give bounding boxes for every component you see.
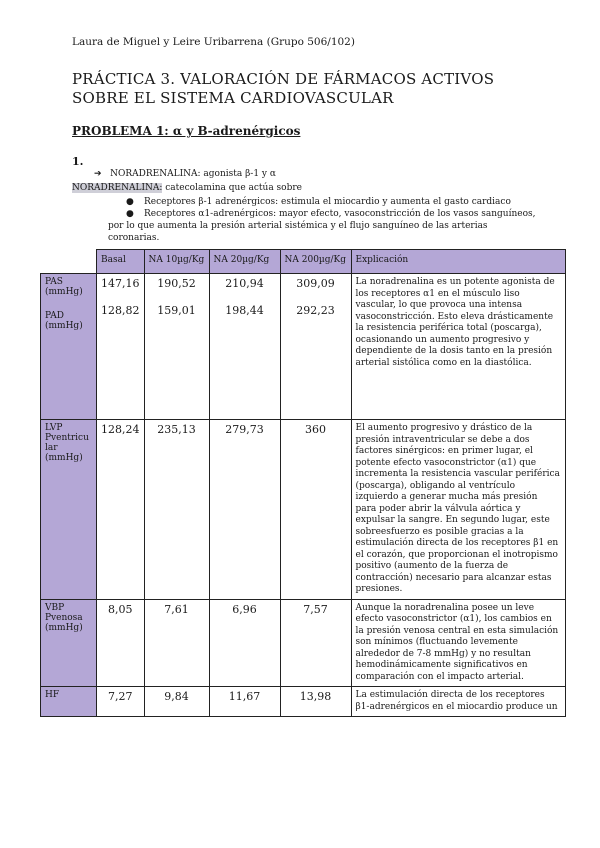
authors-line: Laura de Miguel y Leire Uribarrena (Grupo 506/102) — [72, 36, 355, 48]
column-header-explanation: Explicación — [351, 250, 565, 274]
cell-basal: 8,05 — [97, 599, 145, 687]
row-label-vbp: VBP Pvenosa (mmHg) — [41, 599, 97, 687]
definition-text: catecolamina que actúa sobre — [162, 183, 302, 193]
cell-na20: 279,73 — [209, 420, 280, 600]
table-row — [41, 599, 566, 687]
highlighted-term: NORADRENALINA: — [72, 183, 163, 193]
cell-na10: 9,84 — [144, 687, 209, 717]
column-header-na200: NA 200µg/Kg — [280, 250, 351, 274]
table-row — [41, 420, 566, 600]
list-item: ● Receptores β-1 adrenérgicos: estimula el miocardio y aumenta el gasto cardiaco — [126, 197, 511, 207]
cell-na20: 210,94 198,44 — [209, 274, 280, 420]
cell-na200: 309,09 292,23 — [280, 274, 351, 420]
arrow-item-text: NORADRENALINA: agonista β-1 y α — [110, 169, 276, 179]
cell-na10: 235,13 — [144, 420, 209, 600]
cell-na10: 7,61 — [144, 599, 209, 687]
list-item-continuation: por lo que aumenta la presión arterial sistémica y el flujo sanguíneo de las arterias coronarias. — [108, 221, 488, 243]
section-number: 1. — [72, 155, 84, 168]
cell-na200: 13,98 — [280, 687, 351, 717]
cell-basal: 147,16 128,82 — [97, 274, 145, 420]
row-label-pas-pad: PAS (mmHg) PAD (mmHg) — [41, 274, 97, 420]
problem-heading: PROBLEMA 1: α y Β-adrenérgicos — [72, 124, 301, 138]
page-title — [72, 70, 494, 108]
row-label-hf: HF — [41, 687, 97, 717]
arrow-icon: ➔ — [94, 169, 102, 179]
column-header-na10: NA 10µg/Kg — [144, 250, 209, 274]
arrow-item — [94, 169, 276, 179]
table-corner-cell — [41, 250, 97, 274]
row-label-lvp: LVP Pventricu lar (mmHg) — [41, 420, 97, 600]
cell-basal: 7,27 — [97, 687, 145, 717]
cell-explanation: La estimulación directa de los receptores β1-adrenérgicos en el miocardio produce un — [351, 687, 565, 717]
column-header-basal: Basal — [97, 250, 145, 274]
bullet-icon: ● — [126, 197, 134, 207]
cell-na200: 360 — [280, 420, 351, 600]
cell-explanation: El aumento progresivo y drástico de la presión intraventricular se debe a dos factores sinérgicos: en primer lugar, el potente efecto vasoconstrictor (α1) que incrementa la resistencia vascular periférica (poscarga), obligando al ventrículo izquierdo a generar mucha más presión para poder abrir la válvula aórtica y expulsar la sangre. En segundo lugar, este sobreesfuerzo es posible gracias a la estimulación directa de los receptores β1 en el corazón, que proporcionan el inotropismo positivo (aumento de la fuerza de contracción) necesario para alcanzar estas presiones. — [351, 420, 565, 600]
cell-na10: 190,52 159,01 — [144, 274, 209, 420]
cell-explanation: Aunque la noradrenalina posee un leve efecto vasoconstrictor (α1), los cambios en la presión venosa central en esta simulación son mínimos (fluctuando levemente alrededor de 7-8 mmHg) y no resultan hemodinámicamente significativos en comparación con el impacto arterial. — [351, 599, 565, 687]
title-line-2: SOBRE EL SISTEMA CARDIOVASCULAR — [72, 89, 394, 107]
cell-na200: 7,57 — [280, 599, 351, 687]
table-row — [41, 687, 566, 717]
table-header-row — [41, 250, 566, 274]
bullet-icon: ● — [126, 209, 134, 219]
cell-na20: 6,96 — [209, 599, 280, 687]
noradrenaline-definition — [72, 183, 302, 193]
column-header-na20: NA 20µg/Kg — [209, 250, 280, 274]
list-item: ● Receptores α1-adrenérgicos: mayor efecto, vasoconstricción de los vasos sanguíneos, — [126, 209, 536, 219]
receptor-list — [108, 196, 536, 244]
title-line-1: PRÁCTICA 3. VALORACIÓN DE FÁRMACOS ACTIVOS — [72, 70, 495, 88]
table-row — [41, 274, 566, 420]
cell-basal: 128,24 — [97, 420, 145, 600]
results-table — [40, 249, 566, 717]
cell-explanation: La noradrenalina es un potente agonista de los receptores α1 en el músculo liso vascular, lo que provoca una intensa vasoconstricción. Esto eleva drásticamente la resistencia periférica total (poscarga), ocasionando un aumento progresivo y dependiente de la dosis tanto en la presión arterial sistólica como en la diastólica. — [351, 274, 565, 420]
cell-na20: 11,67 — [209, 687, 280, 717]
